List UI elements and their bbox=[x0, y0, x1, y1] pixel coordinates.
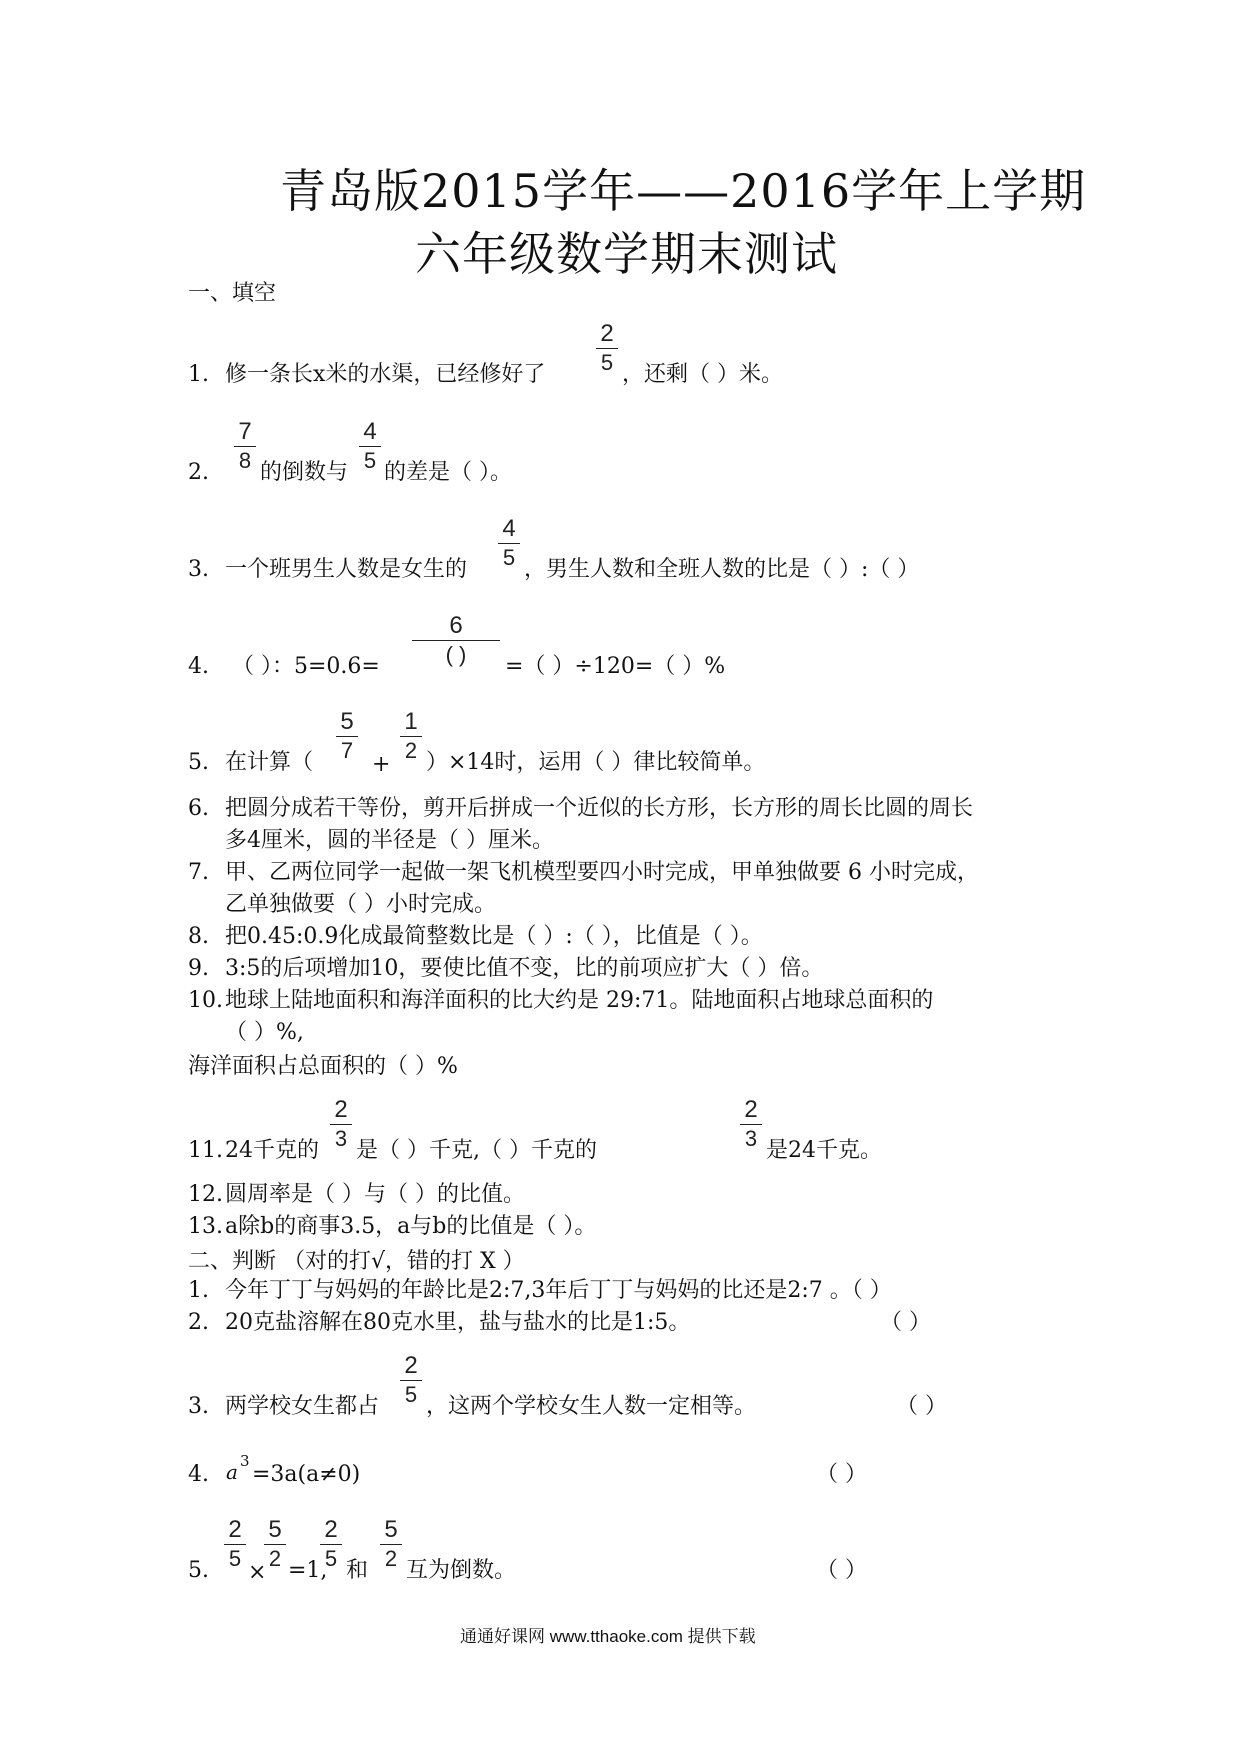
judge-q5-number: 5. bbox=[188, 1558, 209, 1583]
q6-line-1: 把圆分成若干等份，剪开后拼成一个近似的长方形，长方形的周长比圆的周长 bbox=[225, 796, 974, 821]
fraction-numerator: 4 bbox=[502, 515, 516, 542]
fraction-numerator: 5 bbox=[268, 1516, 282, 1543]
judge-q5-text-end: 互为倒数。 bbox=[406, 1558, 517, 1583]
q13-text: a除b的商事3.5，a与b的比值是（ ）。 bbox=[225, 1214, 597, 1239]
q3-number: 3. bbox=[188, 557, 209, 582]
fraction-numerator: 2 bbox=[324, 1516, 338, 1543]
q11-fraction-2 bbox=[738, 1096, 764, 1152]
fraction-denominator: 5 bbox=[600, 350, 614, 375]
q2-text-b: 的差是（ ）。 bbox=[384, 460, 512, 485]
fraction-numerator: 5 bbox=[340, 708, 354, 735]
q11-text-a: 24千克的 bbox=[225, 1138, 319, 1163]
q2-text-a: 的倒数与 bbox=[260, 460, 349, 485]
judge-q5-equals: =1, bbox=[288, 1558, 328, 1583]
fraction-denominator: 2 bbox=[404, 738, 418, 763]
section-2-heading: 二、判断 （对的打√，错的打 X ） bbox=[188, 1249, 525, 1274]
q5-number: 5. bbox=[188, 750, 209, 775]
q5-text-b: ）×14时，运用（ ）律比较简单。 bbox=[426, 750, 766, 775]
q5-text-a: 在计算（ bbox=[225, 750, 314, 775]
q5-fraction-2 bbox=[398, 708, 424, 764]
fraction-denominator: 3 bbox=[744, 1126, 758, 1151]
q9-number: 9. bbox=[188, 956, 209, 981]
q4-fraction bbox=[410, 612, 502, 668]
judge-q2-paren: （ ） bbox=[880, 1310, 931, 1335]
fraction-denominator: 5 bbox=[324, 1546, 338, 1571]
q9-text: 3:5的后项增加10，要使比值不变，比的前项应扩大（ ）倍。 bbox=[225, 956, 824, 981]
q11-fraction-1 bbox=[328, 1096, 354, 1152]
fraction-numerator: 2 bbox=[404, 1352, 418, 1379]
q5-fraction-1 bbox=[334, 708, 360, 764]
fraction-numerator: 2 bbox=[600, 320, 614, 347]
judge-q3-number: 3. bbox=[188, 1394, 209, 1419]
judge-q5-paren: （ ） bbox=[816, 1558, 867, 1583]
fraction-numerator: 5 bbox=[384, 1516, 398, 1543]
fraction-numerator: 2 bbox=[334, 1096, 348, 1123]
judge-q4-text: =3a(a≠0) bbox=[252, 1462, 361, 1487]
q8-number: 8. bbox=[188, 924, 209, 949]
q1-text-a: 修一条长x米的水渠，已经修好了 bbox=[225, 362, 546, 387]
q1-text-b: ，还剩（ ）米。 bbox=[622, 362, 783, 387]
judge-q5-fraction-2 bbox=[262, 1516, 288, 1572]
fraction-numerator: 1 bbox=[404, 708, 418, 735]
fraction-denominator: 5 bbox=[228, 1546, 242, 1571]
fraction-denominator: 3 bbox=[334, 1126, 348, 1151]
fraction-denominator: 2 bbox=[384, 1546, 398, 1571]
fraction-denominator: 5 bbox=[363, 448, 377, 473]
fraction-denominator: 7 bbox=[340, 738, 354, 763]
q1-number: 1. bbox=[188, 362, 209, 387]
fraction-numerator: 6 bbox=[449, 612, 463, 639]
judge-q4-exponent: 3 bbox=[240, 1452, 250, 1470]
section-1-heading: 一、填空 bbox=[188, 281, 277, 306]
q13-number: 13. bbox=[188, 1214, 223, 1239]
judge-q5-fraction-1 bbox=[222, 1516, 248, 1572]
fraction-numerator: 4 bbox=[363, 418, 377, 445]
q11-number: 11. bbox=[188, 1138, 223, 1163]
q3-text-b: ，男生人数和全班人数的比是（ ）:（ ） bbox=[524, 557, 920, 582]
judge-q3-text-a: 两学校女生都占 bbox=[225, 1394, 380, 1419]
q2-fraction-1 bbox=[232, 418, 258, 474]
q2-number: 2. bbox=[188, 460, 209, 485]
judge-q5-and: 和 bbox=[346, 1558, 369, 1583]
q3-fraction bbox=[496, 515, 522, 571]
q10-line-2: （ ）%, bbox=[225, 1020, 304, 1045]
q10-line-1: 地球上陆地面积和海洋面积的比大约是 29:71。陆地面积占地球总面积的 bbox=[225, 988, 934, 1013]
judge-q4-base: a bbox=[226, 1460, 238, 1484]
q7-number: 7. bbox=[188, 860, 209, 885]
fraction-denominator: ( ) bbox=[445, 642, 467, 667]
q3-text-a: 一个班男生人数是女生的 bbox=[225, 557, 468, 582]
fraction-denominator: 8 bbox=[238, 448, 252, 473]
q12-text: 圆周率是（ ）与（ ）的比值。 bbox=[225, 1182, 525, 1207]
fraction-denominator: 5 bbox=[404, 1382, 418, 1407]
judge-q5-fraction-4 bbox=[378, 1516, 404, 1572]
judge-q3-text-b: ，这两个学校女生人数一定相等。 bbox=[426, 1394, 757, 1419]
judge-q1-text: 今年丁丁与妈妈的年龄比是2:7,3年后丁丁与妈妈的比还是2:7 。（ ） bbox=[225, 1278, 892, 1303]
q8-text: 把0.45:0.9化成最简整数比是（ ）:（ ），比值是（ ）。 bbox=[225, 924, 763, 949]
judge-q1-number: 1. bbox=[188, 1278, 209, 1303]
fraction-numerator: 2 bbox=[228, 1516, 242, 1543]
q5-plus: + bbox=[372, 752, 391, 777]
judge-q3-paren: （ ） bbox=[896, 1394, 947, 1419]
q1-fraction bbox=[594, 320, 620, 376]
q11-text-b: 是（ ）千克,（ ）千克的 bbox=[356, 1138, 597, 1163]
q11-text-c: 是24千克。 bbox=[766, 1138, 882, 1163]
q6-line-2: 多4厘米，圆的半径是（ ）厘米。 bbox=[225, 828, 554, 853]
q4-text-b: =（ ）÷120=（ ）% bbox=[505, 654, 726, 679]
title-line-1: 青岛版2015学年——2016学年上学期 bbox=[280, 164, 1087, 218]
footer-credit: 通通好课网 www.tthaoke.com 提供下载 bbox=[460, 1627, 756, 1646]
judge-q2-number: 2. bbox=[188, 1310, 209, 1335]
q10-line-3: 海洋面积占总面积的（ ）% bbox=[188, 1054, 458, 1079]
q4-number: 4. bbox=[188, 654, 209, 679]
q6-number: 6. bbox=[188, 796, 209, 821]
q2-fraction-2 bbox=[357, 418, 383, 474]
q7-line-2: 乙单独做要（ ）小时完成。 bbox=[225, 892, 496, 917]
title-line-2: 六年级数学期末测试 bbox=[415, 227, 838, 281]
q4-text-a: （ ）：5=0.6= bbox=[232, 654, 380, 679]
judge-q5-times: × bbox=[248, 1560, 267, 1585]
fraction-denominator: 5 bbox=[502, 545, 516, 570]
judge-q5-fraction-3 bbox=[318, 1516, 344, 1572]
q7-line-1: 甲、乙两位同学一起做一架飞机模型要四小时完成，甲单独做要 6 小时完成， bbox=[225, 860, 979, 885]
q12-number: 12. bbox=[188, 1182, 223, 1207]
judge-q3-fraction bbox=[398, 1352, 424, 1408]
fraction-numerator: 2 bbox=[744, 1096, 758, 1123]
judge-q2-text: 20克盐溶解在80克水里，盐与盐水的比是1:5。 bbox=[225, 1310, 691, 1335]
judge-q4-number: 4. bbox=[188, 1462, 209, 1487]
fraction-numerator: 7 bbox=[238, 418, 252, 445]
q10-number: 10. bbox=[188, 988, 223, 1013]
fraction-denominator: 2 bbox=[268, 1546, 282, 1571]
judge-q4-paren: （ ） bbox=[816, 1462, 867, 1487]
